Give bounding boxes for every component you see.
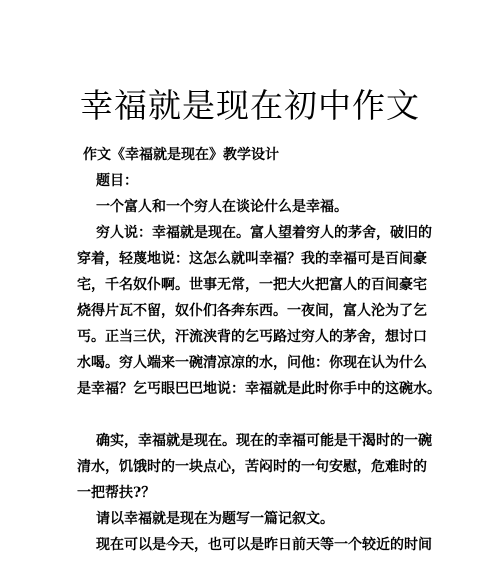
text-line: 清水，饥饿时的一块点心，苦闷时的一句安慰，危难时的 [77, 459, 427, 475]
subtitle-line: 作文《幸福就是现在》教学设计 [83, 147, 279, 163]
text-line: 一把帮扶?？ [77, 485, 156, 501]
text-line: 是幸福？乞丐眼巴巴地说：幸福就是此时你手中的这碗水。 [77, 381, 441, 397]
document-title: 幸福就是现在初中作文 [80, 86, 420, 125]
text-line: 请以幸福就是现在为题写一篇记叙文。 [96, 511, 334, 527]
prompt-heading: 题目： [96, 173, 138, 189]
text-line: 现在可以是今天，也可以是昨日前天等一个较近的时间 [96, 537, 432, 553]
paragraph-gap [77, 402, 427, 428]
text-line: 穿着，轻蔑地说：这怎么就叫幸福？我的幸福可是百间豪 [77, 251, 427, 267]
text-line: 宅，千名奴仆啊。世事无常，一把大火把富人的百间豪宅 [77, 277, 427, 293]
text-line: 确实，幸福就是现在。现在的幸福可能是干渴时的一碗 [96, 433, 432, 449]
text-line: 穷人说：幸福就是现在。富人望着穷人的茅舍，破旧的 [96, 225, 432, 241]
document-body [77, 142, 441, 558]
text-line: 烧得片瓦不留，奴仆们各奔东西。一夜间，富人沦为了乞 [77, 303, 427, 319]
text-line: 一个富人和一个穷人在谈论什么是幸福。 [96, 199, 348, 215]
text-line: 丐。正当三伏，汗流浃背的乞丐路过穷人的茅舍，想讨口 [77, 329, 427, 345]
text-line: 水喝。穷人端来一碗清凉凉的水，问他：你现在认为什么 [77, 355, 427, 371]
